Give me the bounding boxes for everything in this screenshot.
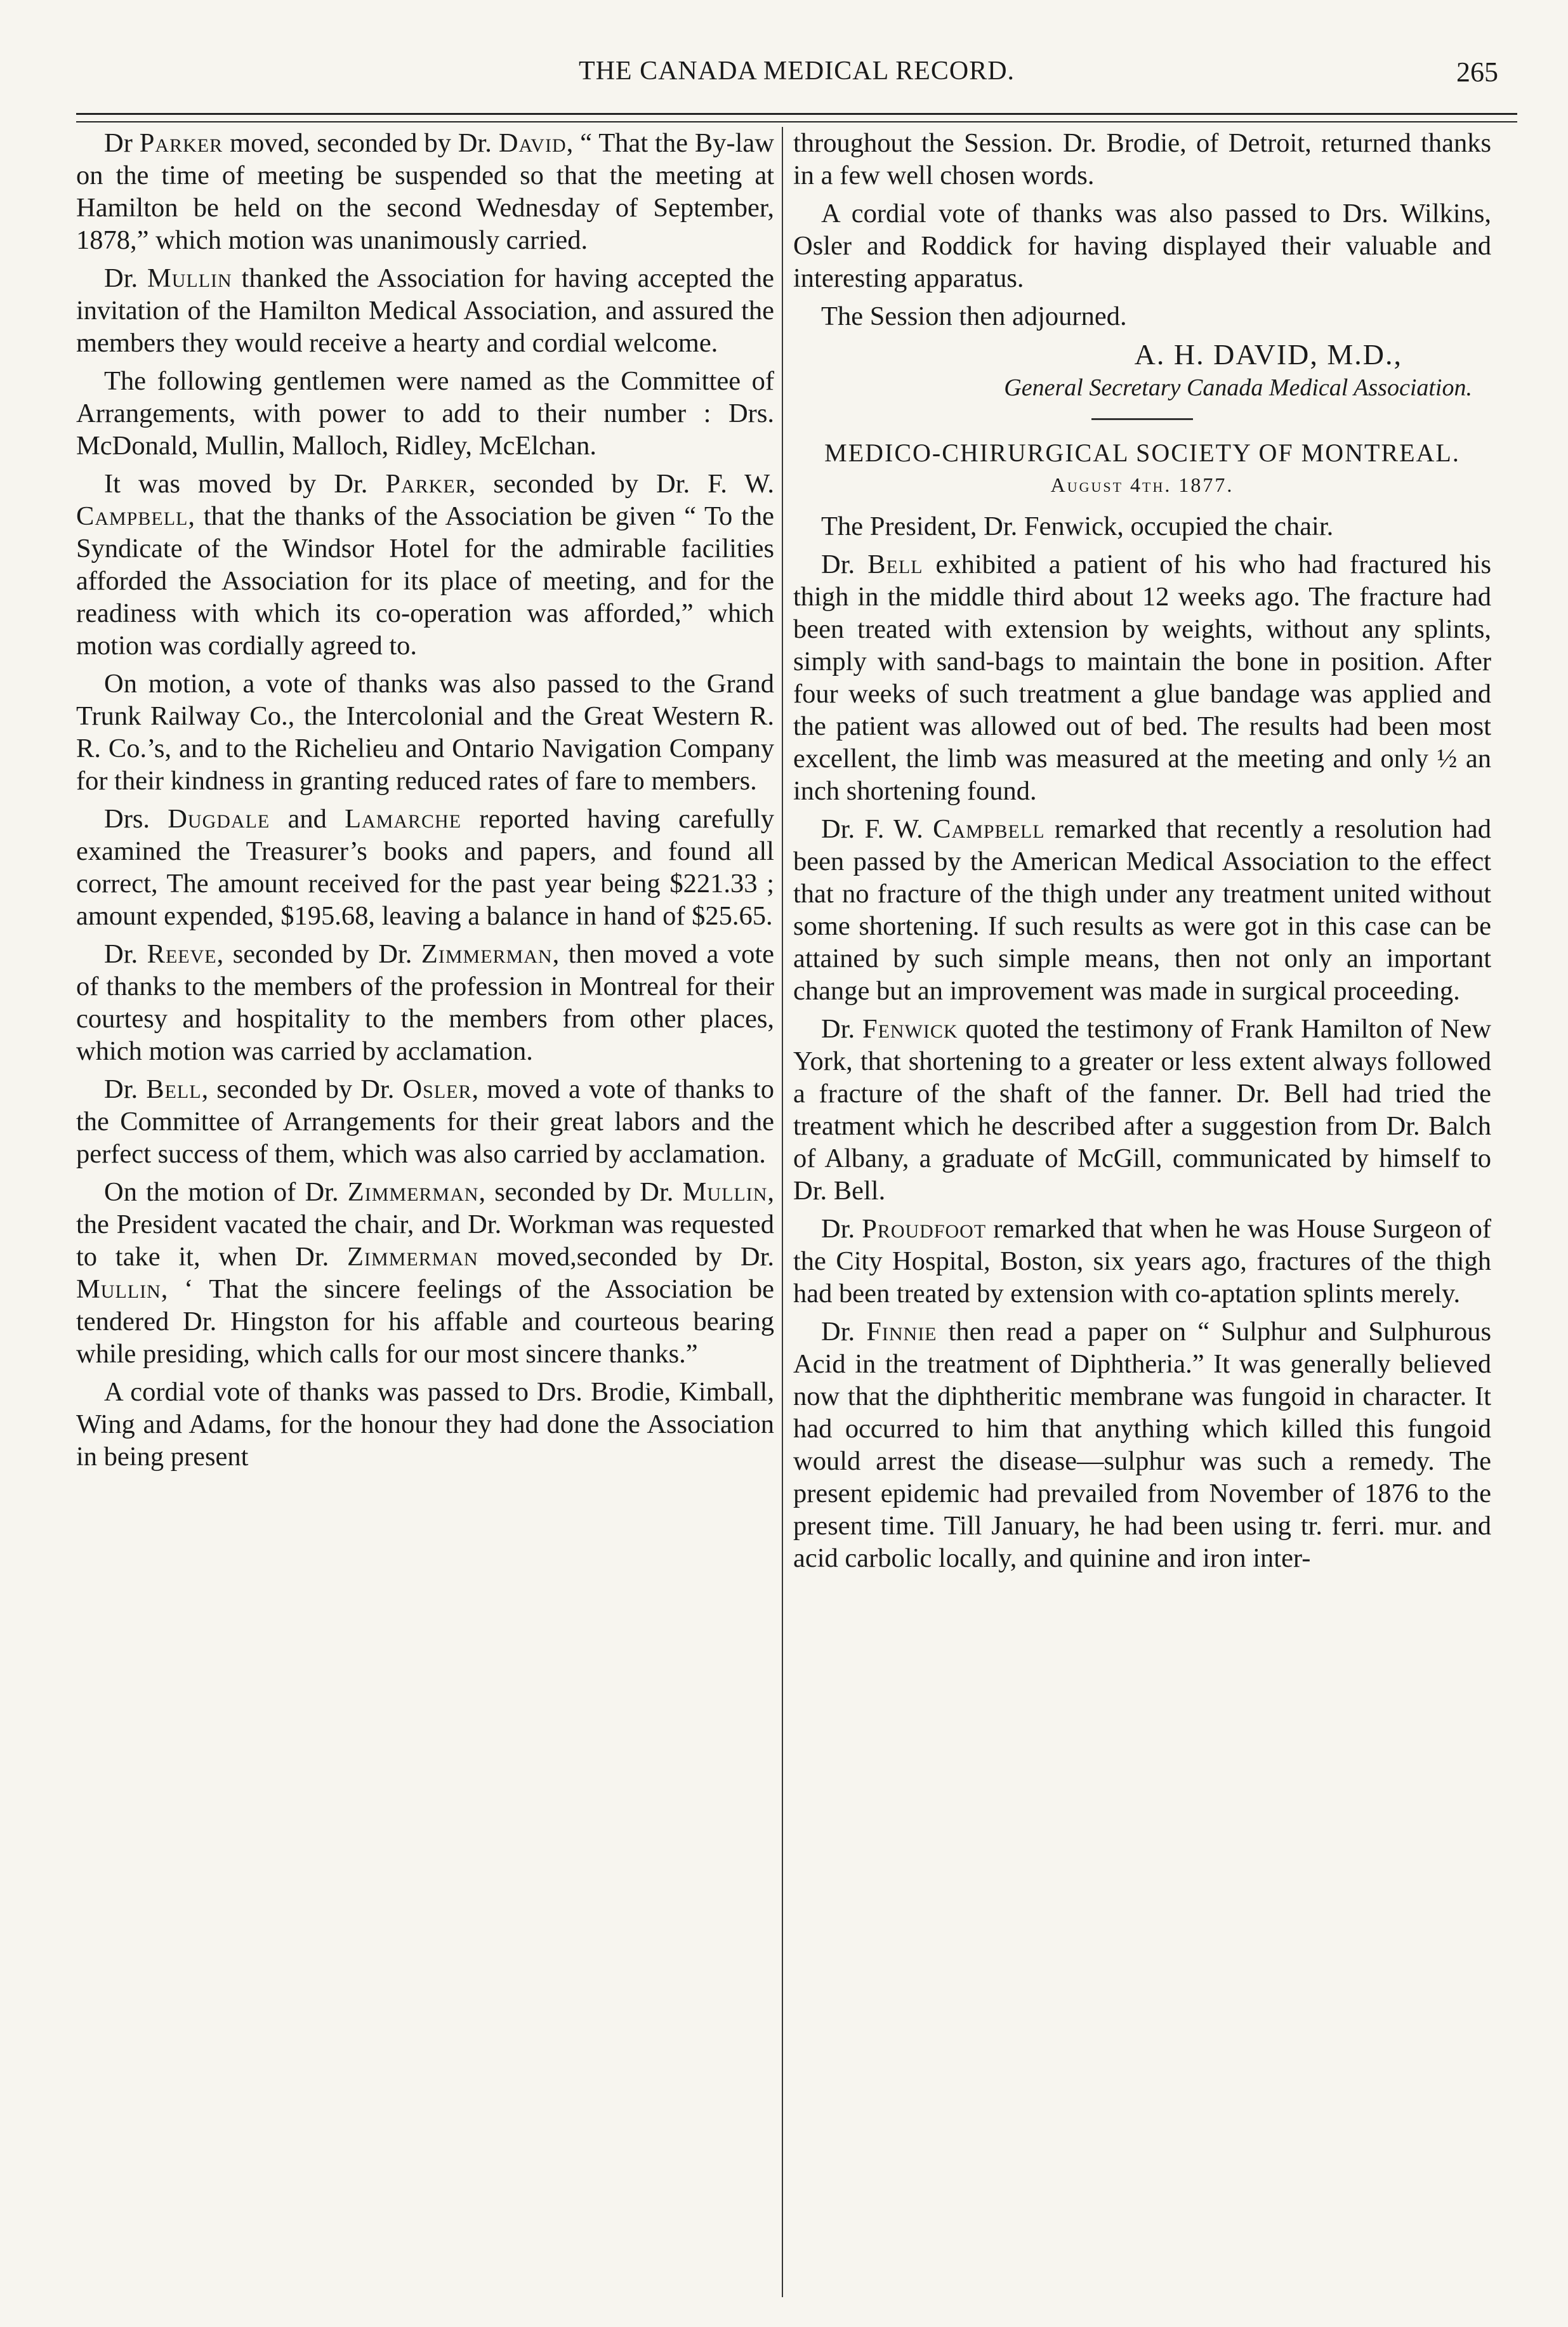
paragraph: On the motion of Dr. Zimmerman, seconded by Dr. Mullin, the President vacated the chair, and Dr. Workman was requested to take it, when Dr. Zimmerman moved,seconded by Dr. Mullin, ‘ That the sincere feelings of the Association be tendered Dr. Hingston for his affable and courteous bearing while presiding, which calls for our most sincere thanks.” <box>76 1177 775 1369</box>
paragraph: Dr. Fenwick quoted the testimony of Frank Hamilton of New York, that shortening to a greater or less extent always followed a fracture of the shaft of the fanner. Dr. Bell had tried the treatment which he described after a suggestion from Dr. Balch of Albany, a graduate of McGill, communicated by himself to Dr. Bell. <box>793 1014 1491 1206</box>
header-rule <box>76 113 1517 122</box>
left-column <box>76 127 774 1479</box>
paragraph: Dr Parker moved, seconded by Dr. David, “ That the By-law on the time of meeting be suspended so that the meeting at Hamilton be held on the second Wednesday of September, 1878,” which motion was unanimously carried. <box>76 128 774 255</box>
paragraph: It was moved by Dr. Parker, seconded by Dr. F. W. Campbell, that the thanks of the Association be given “ To the Syndicate of the Windsor Hotel for the admirable facilities afforded the Association for its place of meeting, and for the readiness with which its co-operation was afforded,” which motion was cordially agreed to. <box>76 469 775 661</box>
paragraph: On motion, a vote of thanks was also passed to the Grand Trunk Railway Co., the Intercolonial and the Great Western R. R. Co.’s, and to the Richelieu and Ontario Navigation Company for their kindness in granting reduced rates of fare to members. <box>76 669 774 796</box>
section-heading: MEDICO-CHIRURGICAL SOCIETY OF MONTREAL. <box>824 438 1460 467</box>
section-rule <box>1091 418 1193 420</box>
paragraph: Dr. Finnie then read a paper on “ Sulphur and Sulphurous Acid in the treatment of Diphtheria.” It was generally believed now that the diphtheritic membrane was fungoid in character. It had occurred to him that anything which killed this fungoid would arrest the disease—sulphur was such a remedy. The present epidemic had prevailed from November of 1876 to the present time. Till January, he had been using tr. ferri. mur. and acid carbolic locally, and quinine and iron inter- <box>793 1317 1491 1573</box>
paragraph: The following gentlemen were named as the Committee of Arrangements, with power to add to their number : Drs. McDonald, Mullin, Malloch, Ridley, McElchan. <box>76 366 774 461</box>
paragraph: Dr. F. W. Campbell remarked that recently a resolution had been passed by the American Medical Association to the effect that no fracture of the thigh under any treatment united without some shortening. If such results as were got in this case can be attained by such simple means, then not only an important change but an improvement was made in surgical proceeding. <box>793 814 1491 1006</box>
signature-name: A. H. DAVID, M.D., <box>1134 338 1402 371</box>
paragraph: The President, Dr. Fenwick, occupied the chair. <box>821 511 1334 541</box>
page-header <box>76 56 1517 96</box>
paragraph: Dr. Mullin thanked the Association for having accepted the invitation of the Hamilton Medical Association, and assured the members they would receive a hearty and cordial welcome. <box>76 263 775 358</box>
page-number: 265 <box>1456 56 1498 88</box>
paragraph: A cordial vote of thanks was also passed to Drs. Wilkins, Osler and Roddick for having displayed their valuable and interesting apparatus. <box>793 199 1491 293</box>
right-column <box>793 127 1491 1580</box>
paragraph: Dr. Proudfoot remarked that when he was House Surgeon of the City Hospital, Boston, six years ago, fractures of the thigh had been treated by extension with co-aptation splints merely. <box>793 1214 1491 1309</box>
signature-title: General Secretary Canada Medical Association. <box>1004 374 1472 401</box>
paragraph: Drs. Dugdale and Lamarche reported having carefully examined the Treasurer’s books and papers, and found all correct, The amount received for the past year being $221.33 ; amount expended, $195.68, leaving a balance in hand of $25.65. <box>76 804 774 931</box>
paragraph: Dr. Bell, seconded by Dr. Osler, moved a vote of thanks to the Committee of Arrangements for their great labors and the perfect success of them, which was also carried by acclamation. <box>76 1074 774 1169</box>
paragraph: Dr. Reeve, seconded by Dr. Zimmerman, then moved a vote of thanks to the members of the profession in Montreal for their courtesy and hospitality to the members from other places, which motion was carried by acclamation. <box>76 939 774 1066</box>
paragraph: A cordial vote of thanks was passed to Drs. Brodie, Kimball, Wing and Adams, for the honour they had done the Association in being present <box>76 1377 774 1472</box>
section-date: August 4th. 1877. <box>1050 473 1234 496</box>
paragraph: Dr. Bell exhibited a patient of his who had fractured his thigh in the middle third about 12 weeks ago. The fracture had been treated with extension by weights, without any splints, simply with sand-bags to maintain the bone in position. After four weeks of such treatment a glue bandage was applied and the patient was allowed out of bed. The results had been most excellent, the limb was measured at the meeting and only ½ an inch shortening found. <box>793 550 1491 806</box>
paragraph: The Session then adjourned. <box>821 301 1127 331</box>
journal-title: THE CANADA MEDICAL RECORD. <box>578 56 1015 86</box>
column-divider <box>782 127 783 2297</box>
paragraph: throughout the Session. Dr. Brodie, of Detroit, returned thanks in a few well chosen words. <box>793 128 1491 190</box>
